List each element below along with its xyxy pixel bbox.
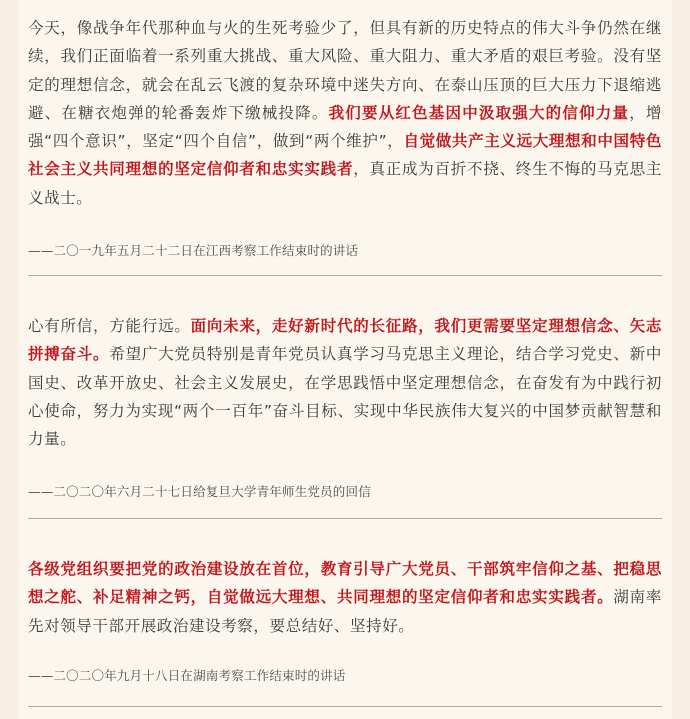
divider <box>28 706 662 707</box>
quote-1-segment: 今天，像战争年代那种血与火的生死考验少了，但具有新的历史特点的伟大斗争仍然在继续，我们正面临着一系列重大挑战、重大风险、重大阻力、重大矛盾的艰巨考验。没有坚定的理想信念，就会在乱云飞渡的复杂环境中迷失方向、在泰山压顶的巨大压力下退缩逃避、在糖衣炮弹的轮番轰炸下缴械投降。 <box>28 19 662 122</box>
quote-1 <box>28 14 662 212</box>
quote-1-source-wrap <box>28 243 662 259</box>
quote-1-highlight: 自觉做共产主义远大理想和中国特色社会主义共同理想的坚定信仰者和忠实实践者 <box>28 132 662 179</box>
quote-1-source: ——二〇一九年五月二十二日在江西考察工作结束时的讲话 <box>28 243 359 258</box>
quote-3-source: ——二〇二〇年九月十八日在湖南考察工作结束时的讲话 <box>28 668 346 683</box>
quote-2 <box>28 312 662 453</box>
quote-3-source-wrap <box>28 668 662 684</box>
quote-3-highlight: 各级党组织要把党的政治建设放在首位，教育引导广大党员、干部筑牢信仰之基、把稳思想之舵、补足精神之钙，自觉做远大理想、共同理想的坚定信仰者和忠实实践者。 <box>28 560 662 607</box>
quote-2-source: ——二〇二〇年六月二十七日给复旦大学青年师生党员的回信 <box>28 484 371 499</box>
divider <box>28 275 662 276</box>
quote-3 <box>28 555 662 640</box>
article-body <box>18 0 672 719</box>
quote-2-segment: 希望广大党员特别是青年党员认真学习马克思主义理论，结合学习党史、新中国史、改革开放史、社会主义发展史，在学思践悟中坚定理想信念，在奋发有为中践行初心使命，努力为实现“两个一百年”奋斗目标、实现中华民族伟大复兴的中国梦贡献智慧和力量。 <box>28 345 662 449</box>
divider <box>28 518 662 519</box>
quote-1-text <box>28 14 662 212</box>
quote-2-segment: 心有所信，方能行远。 <box>28 317 191 335</box>
quote-3-segment: 湖南率先对领导干部开展政治建设考察，要总结好、坚持好。 <box>28 588 662 635</box>
quote-2-source-wrap <box>28 484 662 500</box>
quote-2-text <box>28 312 662 453</box>
quote-1-segment: ，真正成为百折不挠、终生不悔的马克思主义战士。 <box>28 160 662 207</box>
quote-2-highlight: 面向未来，走好新时代的长征路，我们更需要坚定理想信念、矢志拼搏奋斗。 <box>28 317 662 364</box>
quote-1-highlight: 我们要从红色基因中汲取强大的信仰力量 <box>328 103 630 122</box>
quote-3-text <box>28 555 662 640</box>
quote-1-segment: ，增强“四个意识”，坚定“四个自信”，做到“两个维护”， <box>28 103 662 151</box>
